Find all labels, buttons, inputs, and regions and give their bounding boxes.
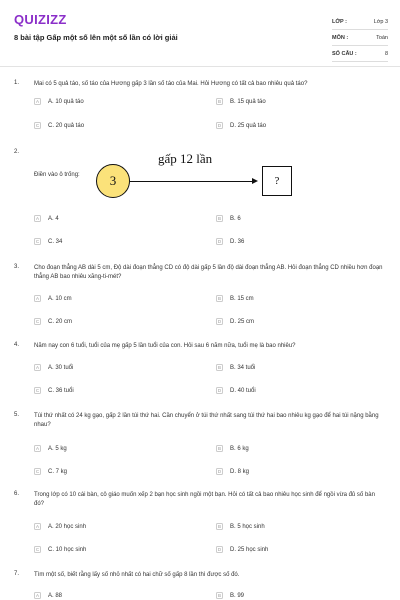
meta-label: SỐ CÂU : bbox=[332, 50, 357, 57]
option-d[interactable] bbox=[216, 387, 256, 394]
worksheet-meta bbox=[332, 14, 388, 62]
question-number: 3. bbox=[14, 264, 20, 270]
option-letter-box: A bbox=[35, 524, 39, 529]
question-3 bbox=[14, 264, 386, 328]
option-text: D. 25 học sinh bbox=[230, 546, 269, 553]
meta-label: LỚP : bbox=[332, 18, 347, 25]
meta-value: 8 bbox=[384, 50, 388, 57]
question-4 bbox=[14, 342, 386, 398]
meta-row-question-count bbox=[332, 46, 388, 62]
question-text: Mai có 5 quả táo, số táo của Hương gấp 3 lần số táo của Mai. Hỏi Hương có tất cả bao nhiêu quả táo? bbox=[34, 81, 308, 87]
meta-label: MÔN : bbox=[332, 34, 349, 41]
question-number: 6. bbox=[14, 491, 20, 497]
option-text: D. 8 kg bbox=[230, 468, 250, 475]
answer-box: ? bbox=[262, 166, 292, 196]
option-text: B. 99 bbox=[230, 592, 245, 599]
option-letter-box: D bbox=[217, 239, 222, 244]
option-letter-box: D bbox=[217, 319, 222, 324]
question-text: Túi thứ nhất có 24 kg gạo, gấp 2 lần túi thứ hai. Cần chuyển ở túi thứ nhất sang túi thứ hai bao nhiêu kg gạo để hai túi nặng bằng nhau? bbox=[34, 413, 379, 428]
option-letter-box: A bbox=[35, 99, 39, 104]
option-d[interactable] bbox=[216, 122, 266, 129]
option-b[interactable] bbox=[216, 592, 244, 599]
option-letter-box: B bbox=[217, 296, 221, 301]
option-text: A. 10 cm bbox=[48, 295, 72, 302]
option-text: A. 10 quả táo bbox=[48, 98, 84, 105]
option-b[interactable] bbox=[216, 215, 241, 222]
question-2 bbox=[14, 149, 386, 249]
option-text: A. 30 tuổi bbox=[48, 364, 74, 371]
option-text: D. 40 tuổi bbox=[230, 387, 256, 394]
option-a[interactable] bbox=[34, 523, 86, 530]
question-text: Tìm một số, biết rằng lấy số nhỏ nhất có hai chữ số gấp 8 lần thì được số đó. bbox=[34, 572, 240, 578]
option-letter-box: D bbox=[217, 123, 222, 128]
operation-label: gấp 12 lần bbox=[158, 151, 213, 166]
option-text: C. 20 cm bbox=[48, 318, 73, 325]
option-letter-box: A bbox=[35, 216, 39, 221]
option-a[interactable] bbox=[34, 364, 73, 371]
option-letter-box: B bbox=[217, 216, 221, 221]
option-text: C. 10 học sinh bbox=[48, 546, 87, 553]
option-letter-box: A bbox=[35, 446, 39, 451]
option-letter-box: C bbox=[35, 239, 40, 244]
option-c[interactable] bbox=[34, 122, 84, 129]
meta-value: Toán bbox=[376, 34, 388, 41]
option-a[interactable] bbox=[34, 215, 59, 222]
worksheet-title: 8 bài tập Gấp một số lên một số lần có lời giải bbox=[14, 33, 178, 42]
option-text: A. 20 học sinh bbox=[48, 523, 87, 530]
option-b[interactable] bbox=[216, 523, 265, 530]
option-text: C. 20 quả táo bbox=[48, 122, 85, 129]
question-number: 7. bbox=[14, 571, 20, 577]
question-number: 5. bbox=[14, 412, 20, 418]
option-text: C. 36 tuổi bbox=[48, 387, 74, 394]
option-text: A. 4 bbox=[48, 215, 59, 222]
option-b[interactable] bbox=[216, 445, 249, 452]
option-letter-box: D bbox=[217, 469, 222, 474]
option-text: C. 34 bbox=[48, 238, 63, 245]
option-letter-box: B bbox=[217, 99, 221, 104]
option-c[interactable] bbox=[34, 318, 72, 325]
option-letter-box: D bbox=[217, 547, 222, 552]
arrow-right-icon bbox=[252, 178, 258, 184]
option-a[interactable] bbox=[34, 592, 62, 599]
option-text: D. 25 quả táo bbox=[230, 122, 267, 129]
option-d[interactable] bbox=[216, 238, 244, 245]
option-c[interactable] bbox=[34, 387, 74, 394]
option-letter-box: B bbox=[217, 365, 221, 370]
meta-row-grade bbox=[332, 14, 388, 30]
option-letter-box: D bbox=[217, 388, 222, 393]
option-a[interactable] bbox=[34, 445, 67, 452]
option-text: D. 36 bbox=[230, 238, 245, 245]
option-b[interactable] bbox=[216, 98, 266, 105]
question-text: Điền vào ô trống: bbox=[34, 172, 80, 178]
meta-row-subject bbox=[332, 30, 388, 46]
question-text: Cho đoạn thẳng AB dài 5 cm, Độ dài đoạn thẳng CD có độ dài gấp 5 lần độ dài đoạn thẳng AB. Hỏi đoạn thẳng CD nhiều hơn đoạn thẳng AB bao nhiêu xăng-ti-mét? bbox=[34, 265, 383, 280]
arrow-line bbox=[130, 181, 254, 182]
header-divider bbox=[0, 66, 400, 67]
option-letter-box: A bbox=[35, 296, 39, 301]
option-b[interactable] bbox=[216, 364, 255, 371]
start-number-circle: 3 bbox=[96, 164, 130, 198]
option-letter-box: C bbox=[35, 469, 40, 474]
question-5 bbox=[14, 412, 386, 478]
option-letter-box: B bbox=[217, 446, 221, 451]
option-letter-box: C bbox=[35, 123, 40, 128]
option-b[interactable] bbox=[216, 295, 254, 302]
option-letter-box: B bbox=[217, 524, 221, 529]
option-text: B. 6 kg bbox=[230, 445, 249, 452]
option-text: B. 6 bbox=[230, 215, 241, 222]
option-letter-box: C bbox=[35, 319, 40, 324]
option-text: A. 5 kg bbox=[48, 445, 67, 452]
option-c[interactable] bbox=[34, 546, 86, 553]
question-number: 1. bbox=[14, 80, 20, 86]
question-number: 2. bbox=[14, 149, 20, 155]
option-text: B. 15 quả táo bbox=[230, 98, 266, 105]
option-letter-box: A bbox=[35, 365, 39, 370]
option-text: C. 7 kg bbox=[48, 468, 68, 475]
quizizz-logo: QUIZIZZ bbox=[14, 12, 67, 27]
option-letter-box: A bbox=[35, 593, 39, 598]
question-6 bbox=[14, 491, 386, 557]
option-c[interactable] bbox=[34, 238, 62, 245]
option-c[interactable] bbox=[34, 468, 67, 475]
option-text: B. 5 học sinh bbox=[230, 523, 265, 530]
option-text: B. 34 tuổi bbox=[230, 364, 256, 371]
option-d[interactable] bbox=[216, 546, 268, 553]
option-a[interactable] bbox=[34, 295, 72, 302]
question-number: 4. bbox=[14, 342, 20, 348]
option-text: B. 15 cm bbox=[230, 295, 254, 302]
option-text: A. 88 bbox=[48, 592, 63, 599]
option-d[interactable] bbox=[216, 318, 254, 325]
option-a[interactable] bbox=[34, 98, 84, 105]
option-letter-box: C bbox=[35, 388, 40, 393]
question-1 bbox=[14, 80, 386, 135]
question-7 bbox=[14, 571, 386, 600]
option-d[interactable] bbox=[216, 468, 249, 475]
question-text: Năm nay con 6 tuổi, tuổi của mẹ gấp 5 lần tuổi của con. Hỏi sau 6 năm nữa, tuổi mẹ là bao nhiêu? bbox=[34, 343, 296, 349]
option-letter-box: C bbox=[35, 547, 40, 552]
question-text: Trong lớp có 10 cái bàn, cô giáo muốn xếp 2 bạn học sinh ngồi một bạn. Hỏi có tất cả bao nhiêu học sinh để ngồi vừa đủ số bàn đó? bbox=[34, 492, 375, 507]
meta-value: Lớp 3 bbox=[373, 18, 388, 25]
option-letter-box: B bbox=[217, 593, 221, 598]
option-text: D. 25 cm bbox=[230, 318, 255, 325]
